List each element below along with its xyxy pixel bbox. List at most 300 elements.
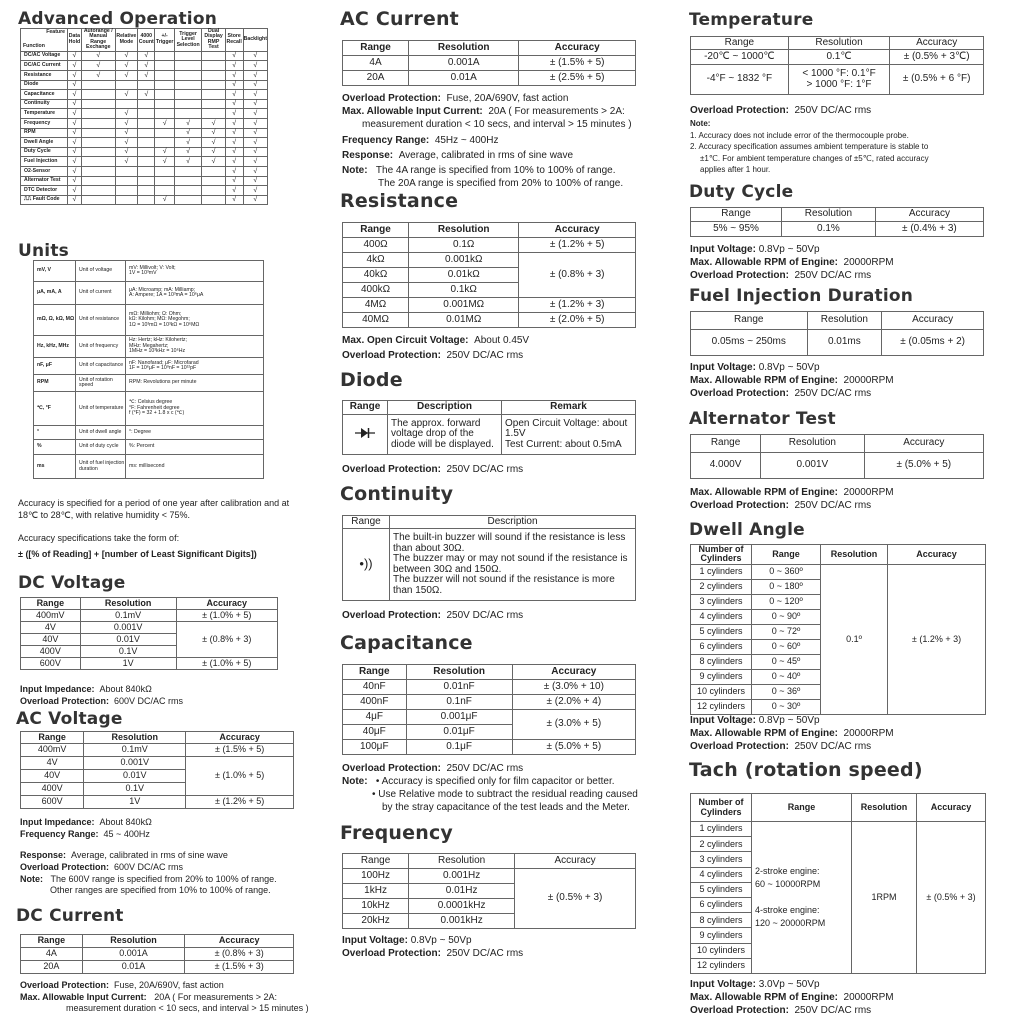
tach-range-line: 60 ~ 10000RPM [755, 878, 821, 889]
units-title: Units [18, 241, 69, 261]
ac-voltage-table: Range Resolution Accuracy 400mV 0.1mV ± (1.5% + 5) 4V 0.001V ± (1.0% + 5) 40V 0.01V 400V 0.1V 600V 1V ± (1.2% + 5) [20, 731, 294, 809]
check-mark: √ [243, 118, 267, 128]
unit-name: Unit of voltage [76, 261, 126, 282]
check-mark [81, 99, 115, 109]
diode-title: Diode [340, 369, 403, 391]
function-name: DTC Detector [21, 186, 68, 196]
check-mark [155, 109, 174, 119]
check-mark: √ [243, 99, 267, 109]
unit-name: Unit of current [76, 282, 126, 305]
dwell-angle-title: Dwell Angle [689, 520, 805, 540]
check-mark: √ [68, 157, 82, 167]
tach-accuracy: ± (0.5% + 3) [917, 822, 986, 974]
check-mark [155, 71, 174, 81]
check-mark: √ [68, 109, 82, 119]
check-mark: √ [155, 195, 174, 205]
check-mark: √ [115, 71, 137, 81]
function-row [21, 90, 268, 100]
function-row [21, 109, 268, 119]
check-mark [155, 51, 174, 61]
unit-symbol: mΩ, Ω, kΩ, MΩ [34, 305, 76, 336]
check-mark: √ [115, 138, 137, 148]
dwell-range: 0 ~ 90º [752, 609, 821, 624]
check-mark: √ [243, 71, 267, 81]
ac-current-table: Range Resolution Accuracy 4A 0.001A ± (1.5% + 5) 20A 0.01A ± (2.5% + 5) [342, 40, 636, 86]
dwell-range: 0 ~ 180º [752, 579, 821, 594]
check-mark [138, 138, 155, 148]
function-row [21, 176, 268, 186]
cylinder-count: 3 cylinders [691, 594, 752, 609]
dc-voltage-notes: Input Impedance: About 840kΩ Overload Protection: 600V DC/AC rms [20, 684, 184, 706]
fuel-injection-title: Fuel Injection Duration [689, 286, 914, 306]
check-mark [174, 176, 202, 186]
capacitance-title: Capacitance [340, 632, 473, 654]
cylinder-count: 12 cylinders [691, 958, 752, 973]
function-row [21, 166, 268, 176]
unit-description: μA: Microamp; mA: Milliamp; A: Ampere; 1A = 10³mA = 10⁶μA [126, 282, 264, 305]
tach-notes: Input Voltage: 3.0Vp ~ 50Vp Max. Allowable RPM of Engine: 20000RPM Overload Protection: 250V DC/AC rms [690, 979, 894, 1016]
check-mark [138, 186, 155, 196]
check-mark: √ [243, 90, 267, 100]
function-row [21, 99, 268, 109]
check-mark [138, 176, 155, 186]
function-name: Fuel Injection [21, 157, 68, 167]
units-table [33, 260, 264, 479]
check-mark: √ [155, 118, 174, 128]
diode-icon [355, 427, 375, 439]
check-mark [81, 109, 115, 119]
check-mark [155, 128, 174, 138]
cylinder-count: 12 cylinders [691, 699, 752, 714]
check-mark: √ [115, 157, 137, 167]
tach-header: Range [752, 794, 852, 822]
unit-description: %: Percent [126, 440, 264, 455]
temperature-overload: Overload Protection: 250V DC/AC rms [690, 105, 872, 116]
check-mark [202, 90, 225, 100]
check-mark: √ [68, 186, 82, 196]
check-mark: √ [138, 90, 155, 100]
unit-symbol: mV, V [34, 261, 76, 282]
dwell-angle-notes: Input Voltage: 0.8Vp ~ 50Vp Max. Allowable RPM of Engine: 20000RPM Overload Protection: 250V DC/AC rms [690, 715, 894, 752]
check-mark [115, 176, 137, 186]
check-mark: √ [68, 147, 82, 157]
check-mark [115, 186, 137, 196]
check-mark [202, 80, 225, 90]
check-mark: √ [243, 128, 267, 138]
function-name: Capacitance [21, 90, 68, 100]
advanced-operation-title: Advanced Operation [18, 9, 218, 29]
check-mark: √ [115, 118, 137, 128]
check-mark: √ [68, 51, 82, 61]
check-mark: √ [81, 61, 115, 71]
ac-current-notes: Overload Protection: Fuse, 20A/690V, fast action Max. Allowable Input Current: 20A ( For measurements > 2A: measurement duration < 10 secs, and interval > 15 minutes ) Frequency Range: 45Hz ~ 400Hz Response: Average, calibrated in rms of sine wave Note: The 4A range is specified from 10% to 100% of range. The 20A range is specified from 20% to 100% of range. [342, 93, 632, 189]
check-mark: √ [115, 51, 137, 61]
check-mark [138, 109, 155, 119]
function-row [21, 80, 268, 90]
cylinder-count: 2 cylinders [691, 837, 752, 852]
capacitance-notes: Overload Protection: 250V DC/AC rms Note: • Accuracy is specified only for film capacitor or better. • Use Relative mode to subtract the residual reading caused by the stray capacitance of the test leads and the Meter. [342, 763, 638, 813]
dc-voltage-title: DC Voltage [18, 573, 126, 593]
function-name: Dwell Angle [21, 138, 68, 148]
unit-symbol: ° [34, 426, 76, 440]
temperature-title: Temperature [689, 10, 814, 30]
check-mark [81, 195, 115, 205]
ac-voltage-title: AC Voltage [16, 709, 123, 729]
check-mark [138, 147, 155, 157]
dwell-header: Range [752, 545, 821, 565]
function-name: Resistance [21, 71, 68, 81]
function-row [21, 71, 268, 81]
tach-title: Tach (rotation speed) [689, 759, 923, 781]
check-mark: √ [138, 71, 155, 81]
dwell-range: 0 ~ 45º [752, 654, 821, 669]
check-mark: √ [225, 176, 243, 186]
check-mark [155, 61, 174, 71]
check-mark: √ [138, 51, 155, 61]
check-mark: √ [202, 157, 225, 167]
frequency-table: Range Resolution Accuracy 100Hz 0.001Hz ± (0.5% + 3) 1kHz 0.01Hz 10kHz 0.0001kHz 20kHz 0.001kHz [342, 853, 636, 929]
function-name: Continuity [21, 99, 68, 109]
check-mark: √ [115, 109, 137, 119]
check-mark: √ [155, 157, 174, 167]
function-name: Diode [21, 80, 68, 90]
check-mark [81, 186, 115, 196]
function-name: DC/AC Current [21, 61, 68, 71]
function-name: RPM [21, 128, 68, 138]
check-mark [81, 138, 115, 148]
check-mark [202, 186, 225, 196]
check-mark: √ [225, 118, 243, 128]
function-label: Function [23, 43, 45, 50]
check-mark: √ [81, 71, 115, 81]
function-name: ⎍⎍ Fault Code [21, 195, 68, 205]
function-row [21, 128, 268, 138]
dwell-row [691, 564, 986, 579]
continuity-notes: Overload Protection: 250V DC/AC rms [342, 610, 524, 621]
function-name: Duty Cycle [21, 147, 68, 157]
check-mark: √ [243, 109, 267, 119]
tach-header: Number of Cylinders [691, 794, 752, 822]
cylinder-count: 9 cylinders [691, 669, 752, 684]
check-mark [115, 195, 137, 205]
check-mark [174, 186, 202, 196]
unit-name: Unit of temperature [76, 392, 126, 426]
feature-label: Feature [46, 29, 65, 35]
tach-resolution: 1RPM [852, 822, 917, 974]
feature-function-header [21, 29, 68, 52]
function-row [21, 195, 268, 205]
check-mark: √ [202, 138, 225, 148]
feature-header: Relative Mode [115, 29, 137, 52]
cylinder-count: 3 cylinders [691, 852, 752, 867]
check-mark: √ [225, 51, 243, 61]
cylinder-count: 6 cylinders [691, 897, 752, 912]
check-mark: √ [68, 195, 82, 205]
tach-range [752, 822, 852, 974]
check-mark [174, 109, 202, 119]
check-mark: √ [225, 186, 243, 196]
feature-header: Store Recall [225, 29, 243, 52]
ac-voltage-notes: Input Impedance: About 840kΩ Frequency Range: 45 ~ 400Hz Response: Average, calibrated in rms of sine wave Overload Protection: 600V DC/AC rms Note: The 600V range is specified from 20% to 100% of range. Other ranges are specified from 10% to 100% of range. [20, 817, 277, 896]
alternator-title: Alternator Test [689, 409, 836, 429]
check-mark [174, 90, 202, 100]
check-mark [155, 90, 174, 100]
check-mark [155, 176, 174, 186]
feature-header: +/- Trigger [155, 29, 174, 52]
temperature-notes: Note: 1. Accuracy does not include error of the thermocouple probe. 2. Accuracy specification assumes ambient temperature is stable to ±1℃. For ambient temperature changes of ±5℃, rated accuracy applies after 1 hour. [690, 119, 929, 175]
fuel-injection-table: Range Resolution Accuracy 0.05ms ~ 250ms 0.01ms ± (0.05ms + 2) [690, 311, 984, 356]
dc-current-notes: Overload Protection: Fuse, 20A/690V, fast action Max. Allowable Input Current: 20A ( For measurements > 2A: measurement duration < 10 secs, and interval > 15 minutes ) [20, 980, 309, 1014]
unit-symbol: nF, μF [34, 358, 76, 375]
check-mark: √ [225, 157, 243, 167]
continuity-table: Range Description •)) The built-in buzzer will sound if the resistance is less than about 30Ω. The buzzer may or may not sound if the resistance is between 30Ω and 150Ω. The buzzer will not sound if the resistance is more than 150Ω. [342, 515, 636, 601]
unit-row [34, 426, 264, 440]
check-mark [174, 51, 202, 61]
check-mark: √ [225, 80, 243, 90]
function-row [21, 147, 268, 157]
check-mark [174, 71, 202, 81]
cylinder-count: 9 cylinders [691, 928, 752, 943]
check-mark: √ [174, 138, 202, 148]
check-mark: √ [243, 176, 267, 186]
feature-header: Autorange / Manual Range Exchange [81, 29, 115, 52]
dwell-angle-table [690, 544, 986, 715]
check-mark [81, 147, 115, 157]
function-row [21, 51, 268, 61]
cylinder-count: 10 cylinders [691, 684, 752, 699]
check-mark: √ [243, 195, 267, 205]
function-row [21, 157, 268, 167]
cylinder-count: 5 cylinders [691, 624, 752, 639]
function-name: Temperature [21, 109, 68, 119]
unit-description: ℃: Celsius degree °F: Fahrenheit degree f (°F) = 32 + 1.8 x c (℃) [126, 392, 264, 426]
unit-name: Unit of dwell angle [76, 426, 126, 440]
diode-table: Range Description Remark The approx. forward voltage drop of the diode will be displayed. Open Circuit Voltage: about 1.5V Test Current: about 0.5mA [342, 400, 636, 455]
check-mark [202, 176, 225, 186]
cylinder-count: 5 cylinders [691, 882, 752, 897]
check-mark [155, 186, 174, 196]
check-mark: √ [225, 99, 243, 109]
duty-cycle-notes: Input Voltage: 0.8Vp ~ 50Vp Max. Allowable RPM of Engine: 20000RPM Overload Protection: 250V DC/AC rms [690, 244, 894, 281]
check-mark: √ [243, 157, 267, 167]
check-mark: √ [225, 138, 243, 148]
frequency-notes: Input Voltage: 0.8Vp ~ 50Vp Overload Protection: 250V DC/AC rms [342, 935, 524, 959]
function-row [21, 61, 268, 71]
check-mark [202, 51, 225, 61]
function-name: Frequency [21, 118, 68, 128]
accuracy-notes: Accuracy is specified for a period of one year after calibration and at 18℃ to 28℃, with relative humidity < 75%. Accuracy specifications take the form of: ± ([% of Reading] + [number of Least Significant Digits]) [18, 498, 290, 560]
ac-current-title: AC Current [340, 8, 459, 30]
feature-header: Backlight [243, 29, 267, 52]
check-mark [81, 80, 115, 90]
check-mark: √ [243, 166, 267, 176]
check-mark: √ [115, 90, 137, 100]
resistance-notes: Max. Open Circuit Voltage: About 0.45V Overload Protection: 250V DC/AC rms [342, 335, 530, 361]
check-mark: √ [202, 128, 225, 138]
unit-description: Hz: Hertz; kHz: Kilohertz; MHz: Megahertz; 1MHz = 10³kHz = 10⁶Hz [126, 336, 264, 358]
check-mark [81, 90, 115, 100]
dwell-range: 0 ~ 120º [752, 594, 821, 609]
unit-name: Unit of frequency [76, 336, 126, 358]
check-mark: √ [115, 61, 137, 71]
function-row [21, 138, 268, 148]
dwell-accuracy: ± (1.2% + 3) [888, 564, 986, 714]
check-mark: √ [68, 176, 82, 186]
check-mark [155, 166, 174, 176]
check-mark [115, 166, 137, 176]
cylinder-count: 10 cylinders [691, 943, 752, 958]
check-mark [81, 157, 115, 167]
unit-row [34, 375, 264, 392]
check-mark: √ [68, 118, 82, 128]
check-mark: √ [225, 90, 243, 100]
check-mark [115, 99, 137, 109]
check-mark: √ [225, 195, 243, 205]
tach-range-line: 4-stroke engine: [755, 904, 820, 915]
check-mark: √ [174, 118, 202, 128]
unit-row [34, 455, 264, 479]
check-mark: √ [115, 128, 137, 138]
feature-header: Dual Display RMP Test [202, 29, 225, 52]
check-mark [115, 80, 137, 90]
feature-header: Trigger Level Selection [174, 29, 202, 52]
advanced-operation-table [20, 28, 268, 205]
check-mark: √ [225, 109, 243, 119]
unit-row [34, 440, 264, 455]
check-mark [202, 61, 225, 71]
dwell-resolution: 0.1º [821, 564, 888, 714]
check-mark: √ [81, 51, 115, 61]
tach-header: Accuracy [917, 794, 986, 822]
check-mark: √ [138, 61, 155, 71]
alternator-notes: Max. Allowable RPM of Engine: 20000RPM Overload Protection: 250V DC/AC rms [690, 487, 894, 511]
diode-symbol [343, 415, 388, 455]
function-name: DC/AC Voltage [21, 51, 68, 61]
cylinder-count: 4 cylinders [691, 609, 752, 624]
check-mark: √ [68, 138, 82, 148]
tach-table [690, 793, 986, 974]
alternator-table: Range Resolution Accuracy 4.000V 0.001V ± (5.0% + 5) [690, 434, 984, 479]
tach-row [691, 822, 986, 837]
check-mark: √ [68, 71, 82, 81]
dc-current-title: DC Current [16, 906, 124, 926]
check-mark [174, 99, 202, 109]
check-mark [174, 80, 202, 90]
check-mark: √ [243, 51, 267, 61]
dwell-range: 0 ~ 36º [752, 684, 821, 699]
unit-name: Unit of fuel injection duration [76, 455, 126, 479]
unit-symbol: RPM [34, 375, 76, 392]
unit-row [34, 305, 264, 336]
frequency-title: Frequency [340, 822, 454, 844]
unit-name: Unit of rotation speed [76, 375, 126, 392]
check-mark: √ [225, 61, 243, 71]
check-mark [81, 166, 115, 176]
check-mark: √ [174, 147, 202, 157]
check-mark: √ [225, 147, 243, 157]
unit-row [34, 336, 264, 358]
check-mark [138, 99, 155, 109]
check-mark: √ [243, 61, 267, 71]
unit-description: mV: Millivolt; V: Volt; 1V = 10³mV [126, 261, 264, 282]
check-mark: √ [243, 147, 267, 157]
tach-header: Resolution [852, 794, 917, 822]
check-mark: √ [68, 80, 82, 90]
dc-voltage-table: Range Resolution Accuracy 400mV 0.1mV ± (1.0% + 5) 4V 0.001V ± (0.8% + 3) 40V 0.01V 400V 0.1V 600V 1V ± (1.0% + 5) [20, 597, 278, 670]
check-mark [138, 128, 155, 138]
check-mark [174, 61, 202, 71]
dwell-header: Resolution [821, 545, 888, 565]
dwell-range: 0 ~ 40º [752, 669, 821, 684]
function-name: Alternator Test [21, 176, 68, 186]
check-mark: √ [243, 80, 267, 90]
buzzer-icon: •)) [359, 556, 373, 572]
resistance-title: Resistance [340, 190, 459, 212]
cylinder-count: 6 cylinders [691, 639, 752, 654]
dwell-range: 0 ~ 360º [752, 564, 821, 579]
check-mark: √ [68, 61, 82, 71]
check-mark: √ [243, 138, 267, 148]
resistance-table: Range Resolution Accuracy 400Ω 0.1Ω ± (1.2% + 5) 4kΩ 0.001kΩ ± (0.8% + 3) 40kΩ 0.01kΩ 400kΩ 0.1kΩ 4MΩ 0.001MΩ ± (1.2% + 3) 40MΩ 0.01MΩ ± (2.0% + 5) [342, 222, 636, 328]
tach-range-line [755, 891, 851, 904]
check-mark: √ [225, 166, 243, 176]
unit-description: °: Degree [126, 426, 264, 440]
function-row [21, 186, 268, 196]
unit-description: RPM: Revolutions per minute [126, 375, 264, 392]
unit-row [34, 392, 264, 426]
check-mark: √ [68, 90, 82, 100]
unit-row [34, 261, 264, 282]
check-mark [202, 195, 225, 205]
unit-description: nF: Nanofarad; μF: Microfarad 1F = 10⁶μF = 10⁹nF = 10¹²pF [126, 358, 264, 375]
check-mark [138, 195, 155, 205]
duty-cycle-title: Duty Cycle [689, 182, 794, 202]
check-mark: √ [68, 128, 82, 138]
dwell-header: Number of Cylinders [691, 545, 752, 565]
temperature-table: Range Resolution Accuracy -20℃ ~ 1000℃ 0.1℃ ± (0.5% + 3℃) -4°F ~ 1832 °F < 1000 °F: 0.1°F > 1000 °F: 1°F ± (0.5% + 6 °F) [690, 36, 984, 95]
check-mark [202, 99, 225, 109]
unit-row [34, 282, 264, 305]
tach-range-line: 120 ~ 20000RPM [755, 918, 826, 928]
dwell-range: 0 ~ 72º [752, 624, 821, 639]
unit-symbol: % [34, 440, 76, 455]
check-mark [174, 166, 202, 176]
dwell-range: 0 ~ 30º [752, 699, 821, 714]
feature-header: Data Hold [68, 29, 82, 52]
check-mark [81, 128, 115, 138]
check-mark: √ [68, 99, 82, 109]
cylinder-count: 8 cylinders [691, 913, 752, 928]
check-mark: √ [202, 147, 225, 157]
check-mark: √ [202, 118, 225, 128]
feature-header: 4000 Count [138, 29, 155, 52]
check-mark [202, 166, 225, 176]
dwell-range: 0 ~ 60º [752, 639, 821, 654]
unit-symbol: Hz, kHz, MHz [34, 336, 76, 358]
check-mark [155, 80, 174, 90]
check-mark: √ [243, 186, 267, 196]
duty-cycle-table: Range Resolution Accuracy 5% ~ 95% 0.1% ± (0.4% + 3) [690, 207, 984, 237]
check-mark [138, 166, 155, 176]
unit-description: mΩ: Milliohm; Ω: Ohm; kΩ: Kilohm; MΩ: Megohm; 1Ω = 10³mΩ = 10³kΩ = 10⁶MΩ [126, 305, 264, 336]
function-name: O2-Sensor [21, 166, 68, 176]
check-mark [138, 157, 155, 167]
check-mark [81, 118, 115, 128]
check-mark [174, 195, 202, 205]
capacitance-table: Range Resolution Accuracy 40nF 0.01nF ± (3.0% + 10) 400nF 0.1nF ± (2.0% + 4) 4μF 0.001μF ± (3.0% + 5) 40μF 0.01μF 100μF 0.1μF ± (5.0% + 5) [342, 664, 636, 755]
unit-name: Unit of resistance [76, 305, 126, 336]
cylinder-count: 4 cylinders [691, 867, 752, 882]
